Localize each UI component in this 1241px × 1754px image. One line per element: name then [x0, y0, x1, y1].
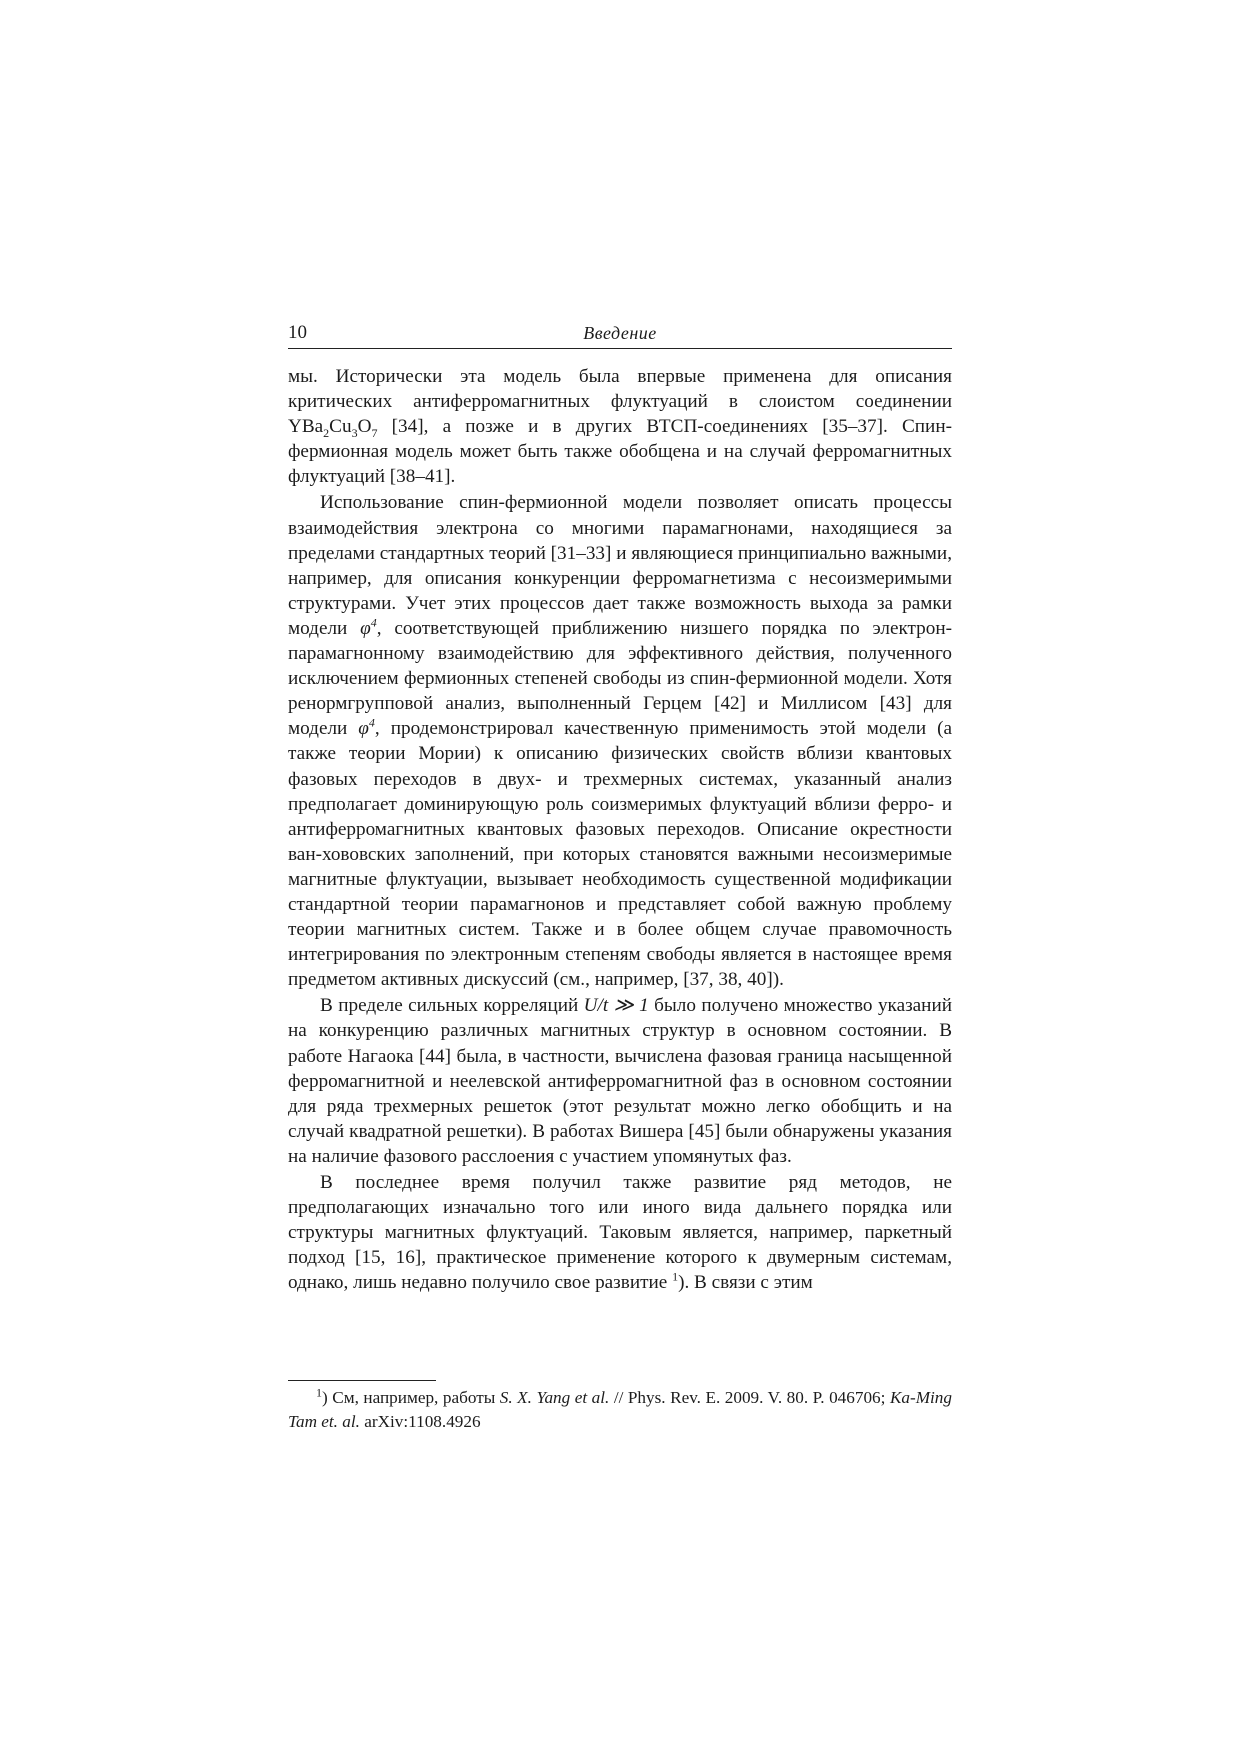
paragraph-2 [288, 490, 952, 992]
paragraph-1-end: [34], а позже и в других ВТСП-соединениях [35–37]. Спин-фермионная модель может быть также обобщена и на случай ферромагнитных флуктуаций [38–41]. [288, 416, 952, 488]
phi-glyph: φ [358, 718, 369, 740]
phi4-symbol [360, 615, 377, 639]
phi-glyph: φ [360, 617, 371, 639]
footnote-marker[interactable]: 1 [672, 1269, 679, 1284]
running-title: Введение [583, 323, 657, 343]
footnote-text-c: arXiv:1108.4926 [359, 1412, 481, 1431]
paragraph-4 [288, 1170, 952, 1295]
page-header [288, 322, 952, 349]
footnote-author-2: Ka-Ming Tam et. al. [288, 1388, 952, 1431]
footnote-author-1: S. X. Yang et al. [499, 1388, 610, 1407]
footnote-divider [288, 1380, 436, 1381]
phi4-symbol [358, 715, 375, 740]
paragraph-3-text-b: было получено множество указаний на конкуренцию различных магнитных структур в основном состоянии. В работе Нагаока [44] была, в частности, вычислена фазовая граница насыщенной ферромагнитной и неелевской антиферромагнитной фаз в основном состоянии для ряда трехмерных решеток (этот результат можно легко обобщить и на случай квадратной решетки). В работах Вишера [45] были обнаружены указания на наличие фазового расслоения с участием упомянутых фаз. [288, 995, 952, 1167]
paragraph-4-text-a: В последнее время получил также развитие ряд методов, не предполагающих изначально того или иного вида дальнего порядка или структуры магнитных флуктуаций. Таковым является, например, паркетный подход [15, 16], практическое применение которого к двумерным системам, однако, лишь недавно получило свое развитие [288, 1172, 952, 1294]
formula-subscript: 7 [371, 426, 378, 441]
superscript-4: 4 [370, 615, 377, 630]
footnote [288, 1386, 952, 1434]
footnote-text-a: ) См, например, работы [322, 1388, 500, 1407]
chemical-formula [288, 416, 378, 441]
formula-subscript: 3 [351, 426, 358, 441]
paragraph-2-text-a: Использование спин-фермионной модели позволяет описать процессы взаимодействия электрона со многими парамагнонами, находящиеся за пределами стандартных теорий [31–33] и являющиеся принципиально важными, например, для описания конкуренции ферромагнетизма с несоизмеримыми структурами. Учет этих процессов дает также возможность выхода за рамки модели [288, 492, 952, 639]
formula-part: YBa [288, 416, 324, 438]
paragraph-1-text: мы. Исторически эта модель была впервые применена для описания критических антиферромагнитных флуктуаций в слоистом соединении [288, 366, 952, 413]
paragraph-1 [288, 364, 952, 489]
main-text [288, 364, 952, 1296]
formula-part: O [357, 416, 372, 438]
ut-condition: U/t ≫ 1 [583, 995, 649, 1017]
paragraph-4-text-b: ). В связи с этим [678, 1272, 813, 1294]
paragraph-3 [288, 993, 952, 1169]
paragraph-3-text-a: В пределе сильных корреляций [320, 995, 584, 1017]
superscript-4: 4 [368, 715, 375, 730]
footnote-number: 1 [316, 1385, 322, 1400]
paragraph-2-text-c: , продемонстрировал качественную применимость этой модели (а также теории Мории) к описанию физических свойств вблизи квантовых фазовых переходов в двух- и трехмерных системах, указанный анализ предполагает доминирующую роль соизмеримых флуктуаций вблизи ферро- и антиферромагнитных квантовых фазовых переходов. Описание окрестности ван-хововских заполнений, при которых становятся важными несоизмеримые магнитные флуктуации, вызывает необходимость существенной модификации стандартной теории парамагнонов и представляет собой важную проблему теории магнитных систем. Также и в более общем случае правомочность интегрирования по электронным степеням свободы является в настоящее время предметом активных дискуссий (см., например, [37, 38, 40]). [288, 718, 952, 991]
paragraph-2-text-b: , соответствующей приближению низшего порядка по электрон-парамагнонному взаимодействию для эффективного действия, полученного исключением фермионных степеней свободы из спин-фермионной модели. Хотя ренормгрупповой анализ, выполненный Герцем [42] и Миллисом [43] для модели [288, 617, 952, 740]
page-number: 10 [288, 322, 307, 343]
formula-part: Cu [329, 416, 352, 438]
footnote-text [288, 1386, 952, 1434]
formula-subscript: 2 [323, 426, 330, 441]
footnote-text-b: // Phys. Rev. E. 2009. V. 80. P. 046706; [609, 1388, 890, 1407]
